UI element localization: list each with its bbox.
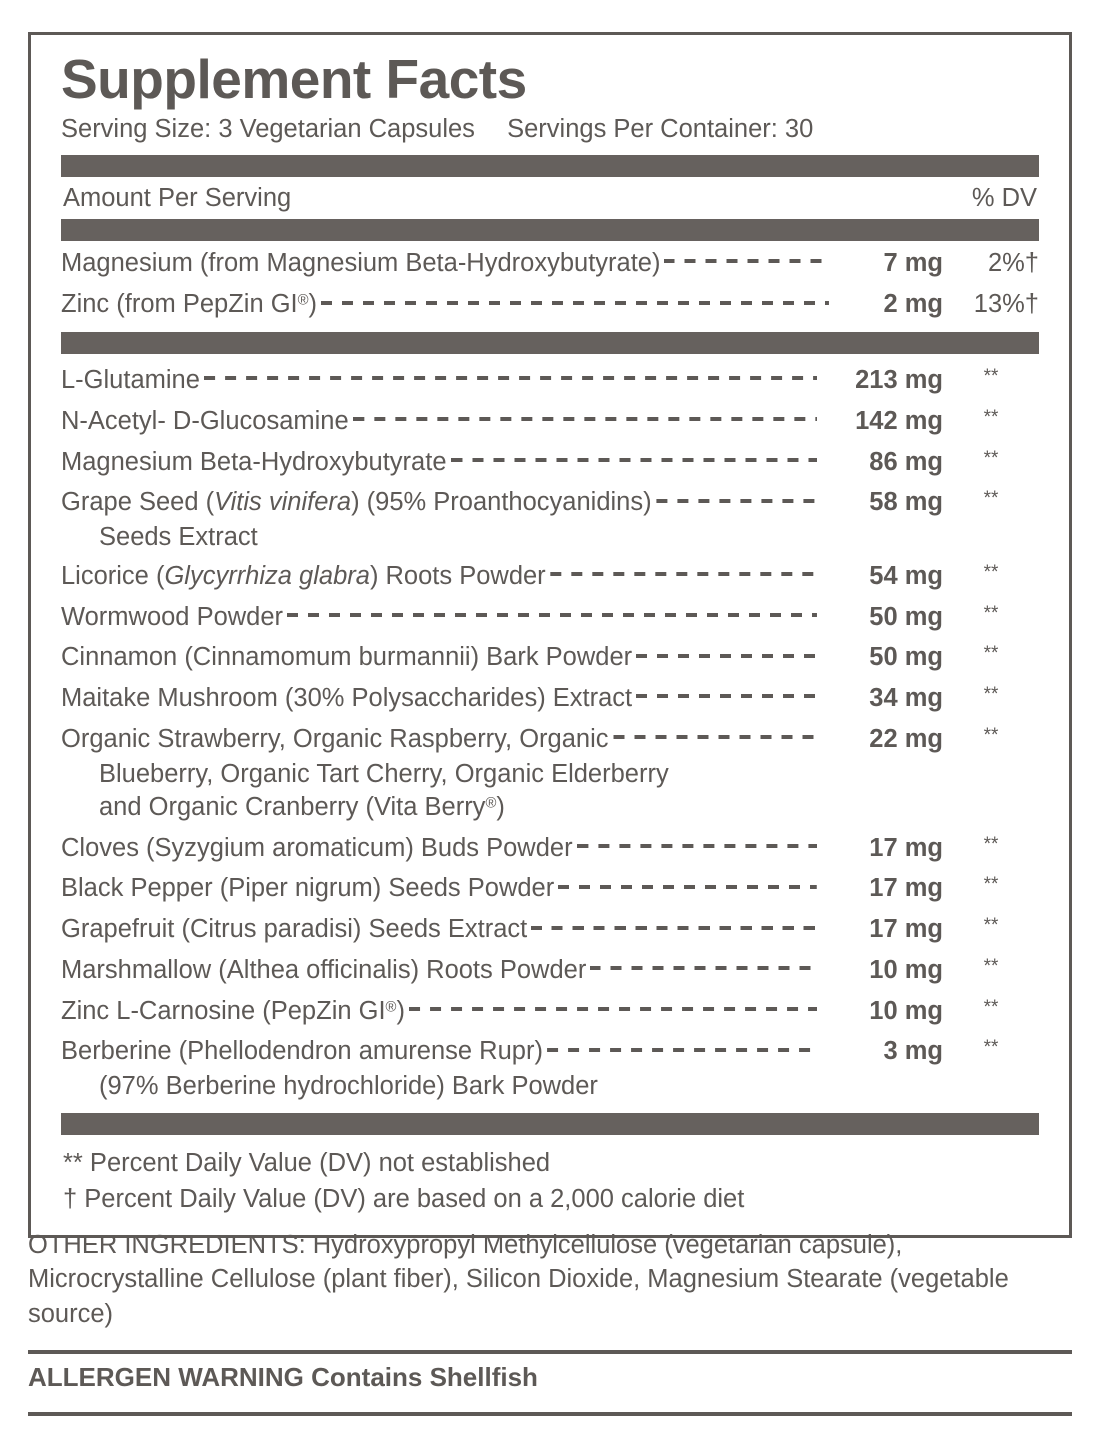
ingredient-amount: 86 mg xyxy=(869,447,943,476)
primary-nutrient-rows xyxy=(61,241,1039,324)
divider-rule-above-allergen xyxy=(28,1350,1072,1354)
footnotes xyxy=(61,1135,1039,1219)
ingredient-amount: 58 mg xyxy=(869,488,943,517)
ingredient-amount: 17 mg xyxy=(869,833,943,862)
ingredient-amount: 54 mg xyxy=(869,562,943,591)
column-headers xyxy=(61,177,1039,219)
table-row xyxy=(61,400,1039,441)
dot-leader xyxy=(204,363,817,389)
allergen-heading: ALLERGEN WARNING xyxy=(28,1362,304,1392)
ingredient-continuation: (97% Berberine hydrochloride) Bark Powder xyxy=(99,1072,598,1101)
registered-trademark-icon: ® xyxy=(485,795,497,812)
ingredient-name: Organic Strawberry, Organic Raspberry, Organic xyxy=(61,724,609,753)
ingredient-dv: ** xyxy=(983,406,999,428)
ingredient-name: Wormwood Powder xyxy=(61,602,284,631)
ingredient-amount: 3 mg xyxy=(883,1037,943,1066)
table-row xyxy=(61,596,1039,637)
ingredient-dv: ** xyxy=(983,602,999,624)
ingredient-amount: 213 mg xyxy=(855,366,943,395)
page-title: Supplement Facts xyxy=(61,48,527,110)
ingredient-amount: 22 mg xyxy=(869,724,943,753)
dot-leader xyxy=(547,1034,817,1060)
serving-info xyxy=(61,113,1039,147)
table-row xyxy=(61,637,1039,678)
table-row xyxy=(61,556,1039,597)
ingredient-amount: 10 mg xyxy=(869,996,943,1025)
table-row xyxy=(61,868,1039,909)
ingredient-name: Grapefruit (Citrus paradisi) Seeds Extract xyxy=(61,915,528,944)
ingredient-continuation: Blueberry, Organic Tart Cherry, Organic Elderberry xyxy=(99,759,669,788)
nutrient-name: Zinc (from PepZin GI®) xyxy=(61,290,318,319)
ingredient-name: N-Acetyl- D-Glucosamine xyxy=(61,406,349,435)
dot-leader xyxy=(531,912,817,938)
ingredient-name: Licorice (Glycyrrhiza glabra) Roots Powder xyxy=(61,562,546,591)
ingredient-dv: ** xyxy=(983,643,999,665)
ingredient-rows xyxy=(61,354,1039,1105)
divider-rule-below-allergen xyxy=(28,1412,1072,1416)
registered-trademark-icon: ® xyxy=(385,998,397,1015)
divider-bar-top xyxy=(61,155,1039,177)
table-row xyxy=(61,283,1039,325)
table-row xyxy=(61,718,1039,759)
table-row xyxy=(61,678,1039,719)
dot-leader xyxy=(451,444,817,470)
dot-leader xyxy=(558,871,817,897)
ingredient-dv: ** xyxy=(983,488,999,510)
ingredient-name: Magnesium Beta-Hydroxybutyrate xyxy=(61,447,447,476)
ingredient-dv: ** xyxy=(983,833,999,855)
dot-leader xyxy=(409,993,817,1019)
ingredient-dv: ** xyxy=(983,724,999,746)
dot-leader xyxy=(321,287,829,313)
table-row xyxy=(61,441,1039,482)
dv-header: % DV xyxy=(971,184,1037,213)
footnote-dv-basis: † Percent Daily Value (DV) are based on a 2,000 calorie diet xyxy=(63,1184,745,1213)
allergen-text: Contains Shellfish xyxy=(311,1362,538,1392)
footnote-dv-not-established: ** Percent Daily Value (DV) not established xyxy=(63,1148,551,1177)
nutrient-name: Magnesium (from Magnesium Beta-Hydroxybutyrate) xyxy=(61,248,661,277)
servings-per-container: Servings Per Container: 30 xyxy=(507,114,814,143)
ingredient-amount: 17 mg xyxy=(869,915,943,944)
ingredient-name: Zinc L-Carnosine (PepZin GI®) xyxy=(61,996,405,1025)
nutrient-amount: 7 mg xyxy=(883,248,943,277)
dot-leader xyxy=(656,485,817,511)
ingredient-continuation: and Organic Cranberry (Vita Berry®) xyxy=(99,793,505,822)
supplement-facts-panel xyxy=(28,32,1072,1238)
ingredient-name: Marshmallow (Althea officinalis) Roots Powder xyxy=(61,955,587,984)
table-row xyxy=(61,360,1039,401)
table-row xyxy=(61,949,1039,990)
nutrient-amount: 2 mg xyxy=(883,290,943,319)
divider-bar-before-footnotes xyxy=(61,1113,1039,1135)
dot-leader xyxy=(636,640,817,666)
ingredient-amount: 50 mg xyxy=(869,602,943,631)
dot-leader xyxy=(577,830,817,856)
table-row xyxy=(61,482,1039,523)
ingredient-dv: ** xyxy=(983,447,999,469)
ingredient-name: Berberine (Phellodendron amurense Rupr) xyxy=(61,1037,543,1066)
ingredient-amount: 34 mg xyxy=(869,684,943,713)
ingredient-dv: ** xyxy=(983,996,999,1018)
table-row xyxy=(61,990,1039,1031)
table-row xyxy=(61,241,1039,283)
divider-bar-after-headers xyxy=(61,219,1039,241)
dot-leader xyxy=(636,681,817,707)
ingredient-dv: ** xyxy=(983,874,999,896)
other-ingredients: OTHER INGREDIENTS: Hydroxypropyl Methylcellulose (vegetarian capsule), Microcrystalline Cellulose (plant fiber), Silicon Dioxide, Magnesium Stearate (vegetable source) xyxy=(28,1231,1009,1328)
ingredient-amount: 17 mg xyxy=(869,874,943,903)
dot-leader xyxy=(613,721,818,747)
ingredient-amount: 10 mg xyxy=(869,955,943,984)
ingredient-name: Grape Seed (Vitis vinifera) (95% Proanthocyanidins) xyxy=(61,488,652,517)
ingredient-amount: 142 mg xyxy=(855,406,943,435)
table-row xyxy=(61,909,1039,950)
ingredient-dv: ** xyxy=(983,955,999,977)
registered-trademark-icon: ® xyxy=(297,292,309,309)
dot-leader xyxy=(664,245,829,271)
nutrient-dv: 2%† xyxy=(987,248,1039,277)
amount-per-serving-header: Amount Per Serving xyxy=(63,184,292,213)
dot-leader xyxy=(590,952,817,978)
ingredient-name: Cinnamon (Cinnamomum burmannii) Bark Powder xyxy=(61,643,633,672)
serving-size: Serving Size: 3 Vegetarian Capsules xyxy=(61,114,475,143)
table-row xyxy=(61,825,1039,868)
ingredient-continuation: Seeds Extract xyxy=(99,523,258,552)
ingredient-dv: ** xyxy=(983,366,999,388)
table-row xyxy=(61,1031,1039,1072)
dot-leader xyxy=(353,403,817,429)
ingredient-name: Maitake Mushroom (30% Polysaccharides) Extract xyxy=(61,684,633,713)
ingredient-dv: ** xyxy=(983,1037,999,1059)
ingredient-amount: 50 mg xyxy=(869,643,943,672)
ingredient-name: Cloves (Syzygium aromaticum) Buds Powder xyxy=(61,833,573,862)
divider-bar-after-minerals xyxy=(61,332,1039,354)
dot-leader xyxy=(287,599,817,625)
ingredient-dv: ** xyxy=(983,684,999,706)
ingredient-name: Black Pepper (Piper nigrum) Seeds Powder xyxy=(61,874,555,903)
nutrient-dv: 13%† xyxy=(973,290,1039,319)
dot-leader xyxy=(550,559,817,585)
ingredient-name: L-Glutamine xyxy=(61,366,200,395)
ingredient-dv: ** xyxy=(983,915,999,937)
allergen-warning xyxy=(28,1362,1072,1393)
ingredient-dv: ** xyxy=(983,562,999,584)
